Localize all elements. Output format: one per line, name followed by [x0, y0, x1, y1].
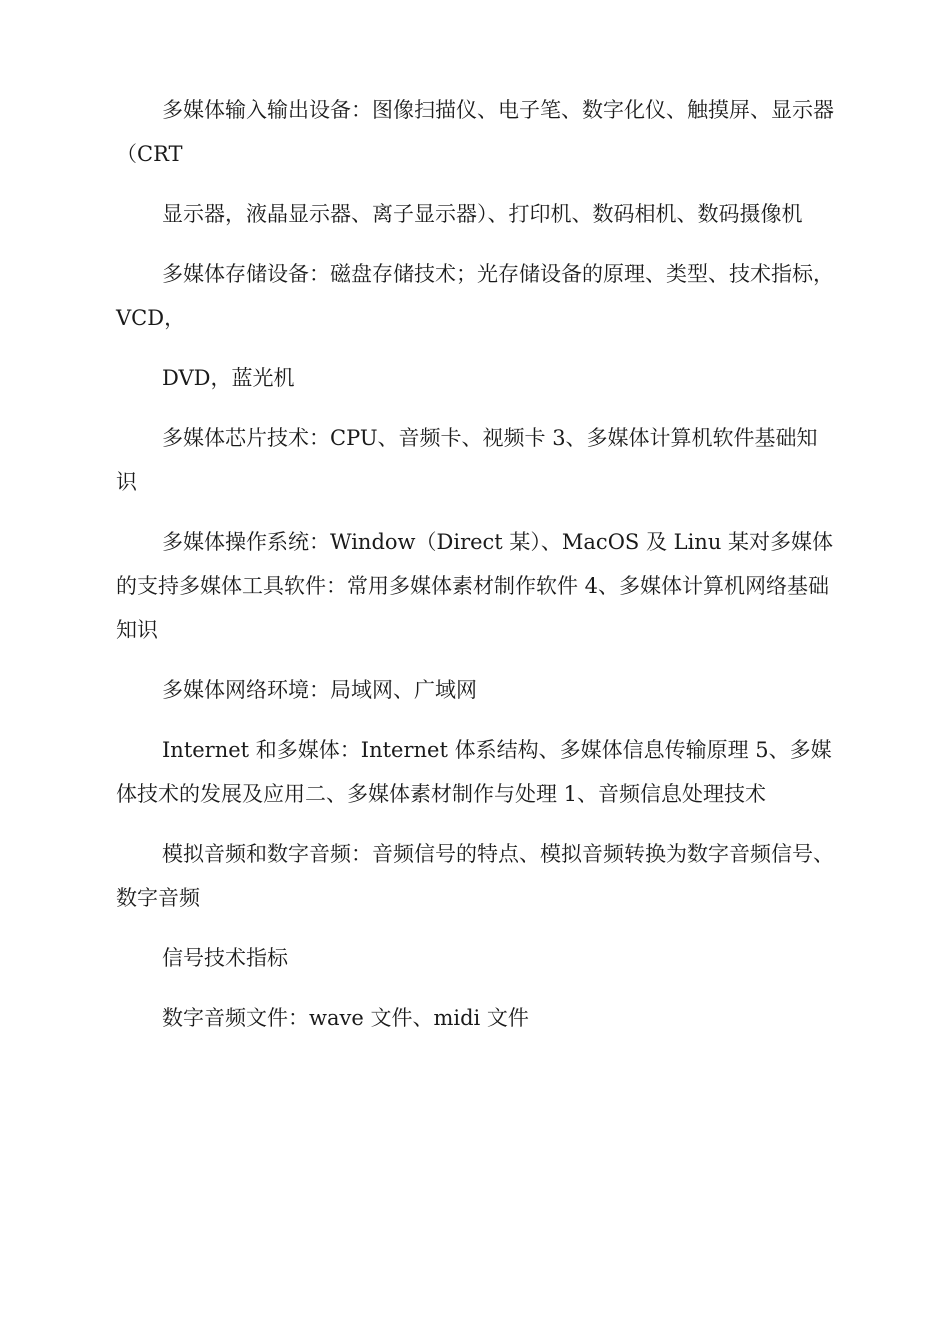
document-body	[116, 88, 836, 1056]
paragraph-chip-technology: 多媒体芯片技术：CPU、音频卡、视频卡 3、多媒体计算机软件基础知识	[116, 426, 818, 494]
paragraph-analog-digital-audio: 模拟音频和数字音频：音频信号的特点、模拟音频转换为数字音频信号、数字音频	[116, 842, 834, 910]
paragraph-dvd: DVD，蓝光机	[162, 366, 295, 390]
paragraph-storage-devices: 多媒体存储设备：磁盘存储技术；光存储设备的原理、类型、技术指标，VCD，	[116, 262, 834, 330]
paragraph-operating-systems: 多媒体操作系统：Window（Direct 某）、MacOS 及 Linu 某对多媒体的支持多媒体工具软件：常用多媒体素材制作软件 4、多媒体计算机网络基础知识	[116, 530, 834, 642]
paragraph-internet-multimedia: Internet 和多媒体：Internet 体系结构、多媒体信息传输原理 5、多媒体技术的发展及应用二、多媒体素材制作与处理 1、音频信息处理技术	[116, 738, 832, 806]
paragraph-audio-files: 数字音频文件：wave 文件、midi 文件	[162, 1006, 529, 1030]
paragraph-display-devices: 显示器，液晶显示器、离子显示器）、打印机、数码相机、数码摄像机	[162, 202, 803, 226]
paragraph-signal-metrics: 信号技术指标	[162, 946, 288, 970]
paragraph-input-output-devices: 多媒体输入输出设备：图像扫描仪、电子笔、数字化仪、触摸屏、显示器（CRT	[116, 98, 834, 166]
paragraph-network-environment: 多媒体网络环境：局域网、广域网	[162, 678, 477, 702]
